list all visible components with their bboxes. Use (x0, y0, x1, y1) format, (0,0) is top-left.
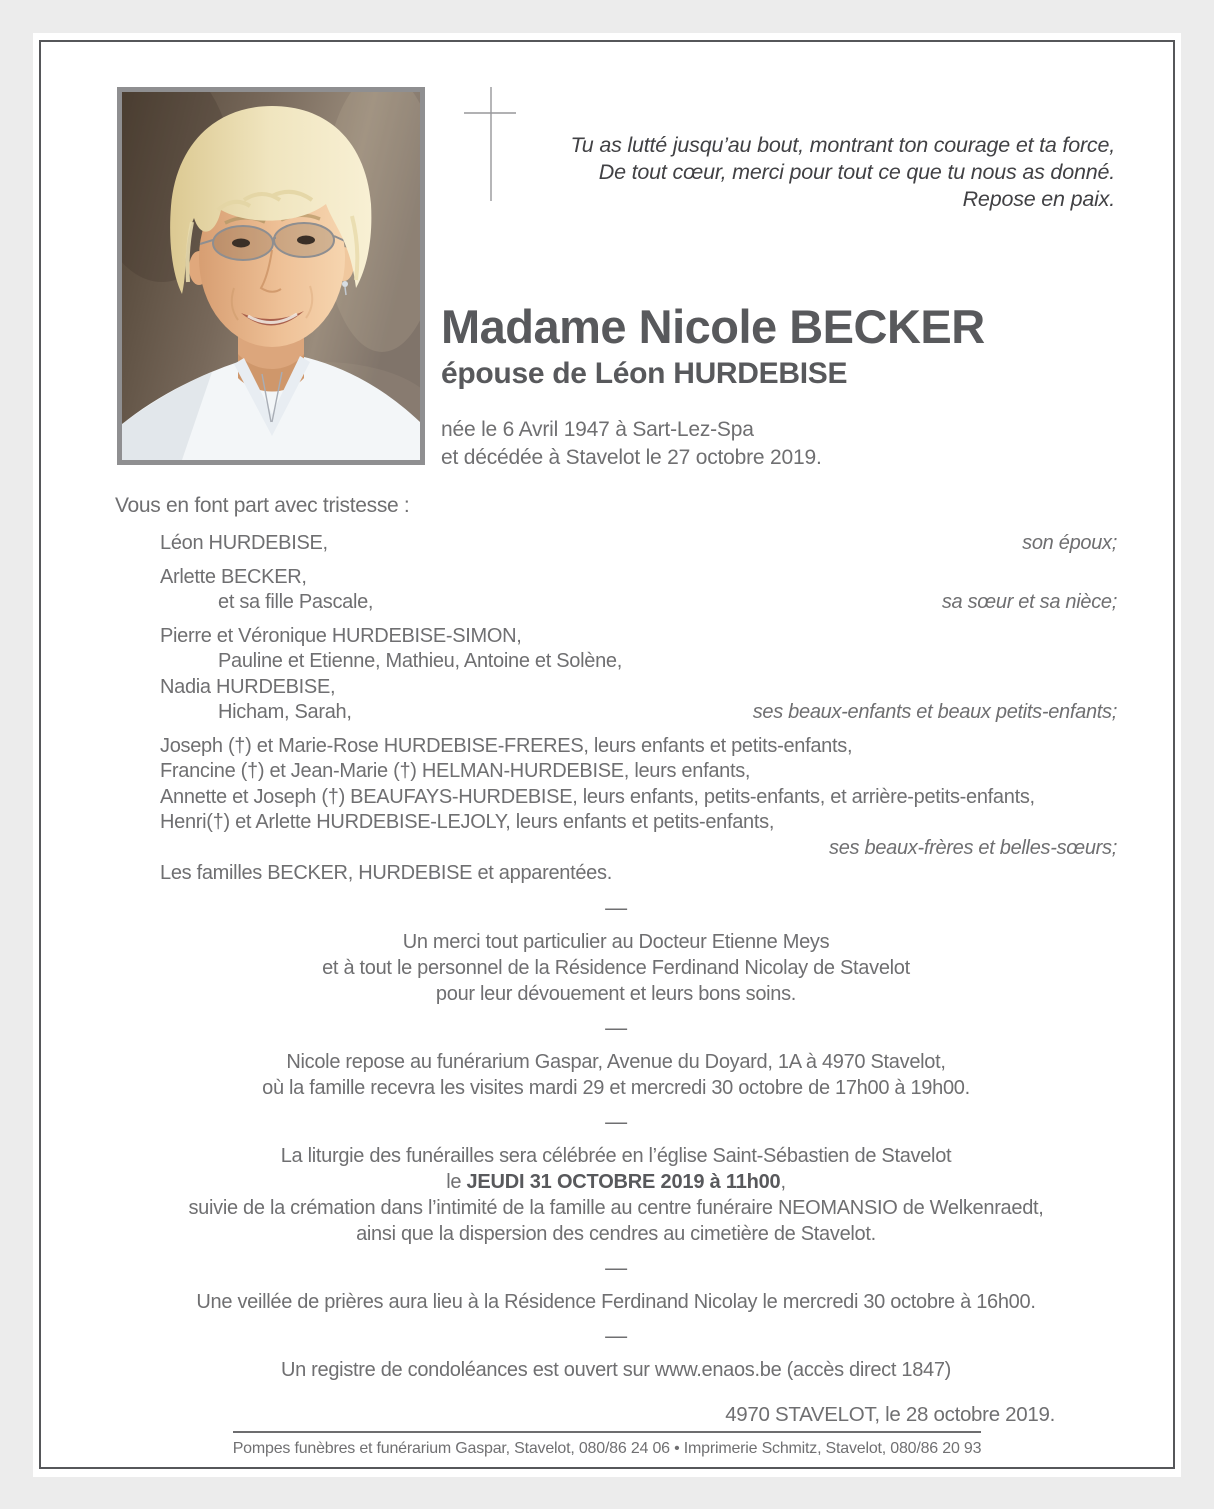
memorial-card (33, 33, 1181, 1477)
deceased-name: Madame Nicole BECKER (441, 300, 985, 353)
repose-line: Nicole repose au funérarium Gaspar, Avenue du Doyard, 1A à 4970 Stavelot, (286, 1050, 946, 1073)
thanks-line: Un merci tout particulier au Docteur Etienne Meys (402, 930, 830, 953)
family-line (115, 624, 1117, 650)
family-member: et sa fille Pascale, (218, 591, 374, 613)
family-member: Francine (†) et Jean-Marie (†) HELMAN-HURDEBISE, leurs enfants, (160, 760, 751, 782)
family-member: Annette et Joseph (†) BEAUFAYS-HURDEBISE, leurs enfants, petits-enfants, et arrière-petits-enfants, (160, 785, 1035, 808)
vigil-line: Une veillée de prières aura lieu à la Résidence Ferdinand Nicolay le mercredi 30 octobre à 16h00. (196, 1290, 1036, 1313)
liturgy-date-bold: JEUDI 31 OCTOBRE 2019 à 11h00 (466, 1170, 781, 1193)
liturgy-paragraph (115, 1143, 1117, 1247)
portrait-illustration (122, 92, 420, 460)
section-divider: — (605, 1254, 627, 1280)
family-line (115, 759, 1117, 785)
liturgy-date-prefix: le (446, 1170, 467, 1193)
relation-label: ses beaux-frères et belles-sœurs; (829, 836, 1117, 859)
birth-line: née le 6 Avril 1947 à Sart-Lez-Spa (441, 418, 754, 441)
register-line: Un registre de condoléances est ouvert sur www.enaos.be (accès direct 1847) (280, 1358, 952, 1381)
family-member: Henri(†) et Arlette HURDEBISE-LEJOLY, leurs enfants et petits-enfants, (160, 811, 775, 833)
family-line (115, 861, 1117, 887)
family-line (115, 810, 1117, 836)
family-line (115, 675, 1117, 701)
card-border-frame (39, 40, 1175, 1469)
section-divider: — (605, 1108, 627, 1134)
family-member: Les familles BECKER, HURDEBISE et apparentées. (160, 862, 612, 884)
family-line (115, 531, 1117, 557)
thanks-line: et à tout le personnel de la Résidence Ferdinand Nicolay de Stavelot (322, 956, 910, 979)
tribute-quote (570, 132, 1115, 213)
family-member: Pierre et Véronique HURDEBISE-SIMON, (160, 624, 522, 647)
quote-line: Repose en paix. (962, 187, 1115, 211)
thanks-paragraph (115, 929, 1117, 1007)
liturgy-date-suffix: , (780, 1170, 786, 1193)
family-line (115, 836, 1117, 862)
family-member: Nadia HURDEBISE, (160, 675, 336, 698)
liturgy-line: ainsi que la dispersion des cendres au cimetière de Stavelot. (356, 1222, 876, 1245)
liturgy-line: La liturgie des funérailles sera célébrée en l’église Saint-Sébastien de Stavelot (280, 1144, 952, 1167)
footer-divider (233, 1431, 981, 1433)
cross-icon (449, 84, 559, 216)
announcement-intro: Vous en font part avec tristesse : (115, 494, 410, 517)
family-line (115, 785, 1117, 811)
repose-line: où la famille recevra les visites mardi 29 et mercredi 30 octobre de 17h00 à 19h00. (262, 1076, 970, 1099)
family-line (115, 590, 1117, 616)
family-line (115, 649, 1117, 675)
section-divider: — (605, 1014, 627, 1040)
date-place-line: 4970 STAVELOT, le 28 octobre 2019. (725, 1402, 1055, 1426)
liturgy-line: suivie de la crémation dans l’intimité de la famille au centre funéraire NEOMANSIO de Welkenraedt, (188, 1196, 1044, 1219)
announcement-body (41, 494, 1173, 1427)
quote-line: De tout cœur, merci pour tout ce que tu nous as donné. (598, 160, 1115, 184)
section-divider: — (605, 894, 627, 920)
family-member: Joseph (†) et Marie-Rose HURDEBISE-FRERES, leurs enfants et petits-enfants, (160, 734, 853, 757)
section-divider: — (605, 1322, 627, 1348)
footer (41, 1431, 1173, 1458)
family-line (115, 565, 1117, 591)
quote-line: Tu as lutté jusqu’au bout, montrant ton courage et ta force, (570, 133, 1115, 157)
family-member: Arlette BECKER, (160, 565, 307, 588)
family-line (115, 734, 1117, 760)
footer-note: Pompes funèbres et funérarium Gaspar, Stavelot, 080/86 24 06 • Imprimerie Schmitz, Stavelot, 080/86 20 93 (232, 1440, 982, 1457)
birth-death-block (441, 416, 985, 471)
liturgy-line (115, 1169, 1117, 1195)
family-member: Pauline et Etienne, Mathieu, Antoine et Solène, (218, 650, 622, 672)
family-member: Léon HURDEBISE, (160, 532, 328, 554)
repose-paragraph (115, 1049, 1117, 1101)
deceased-identity (441, 302, 985, 471)
thanks-line: pour leur dévouement et leurs bons soins. (435, 982, 797, 1005)
portrait-photo (117, 87, 425, 465)
relation-label: son époux; (1022, 532, 1117, 554)
family-line (115, 700, 1117, 726)
death-line: et décédée à Stavelot le 27 octobre 2019. (441, 445, 822, 469)
relation-label: sa sœur et sa nièce; (941, 591, 1117, 613)
spouse-line: épouse de Léon HURDEBISE (441, 357, 848, 390)
relation-label: ses beaux-enfants et beaux petits-enfants; (752, 701, 1117, 723)
family-member: Hicham, Sarah, (218, 701, 352, 723)
